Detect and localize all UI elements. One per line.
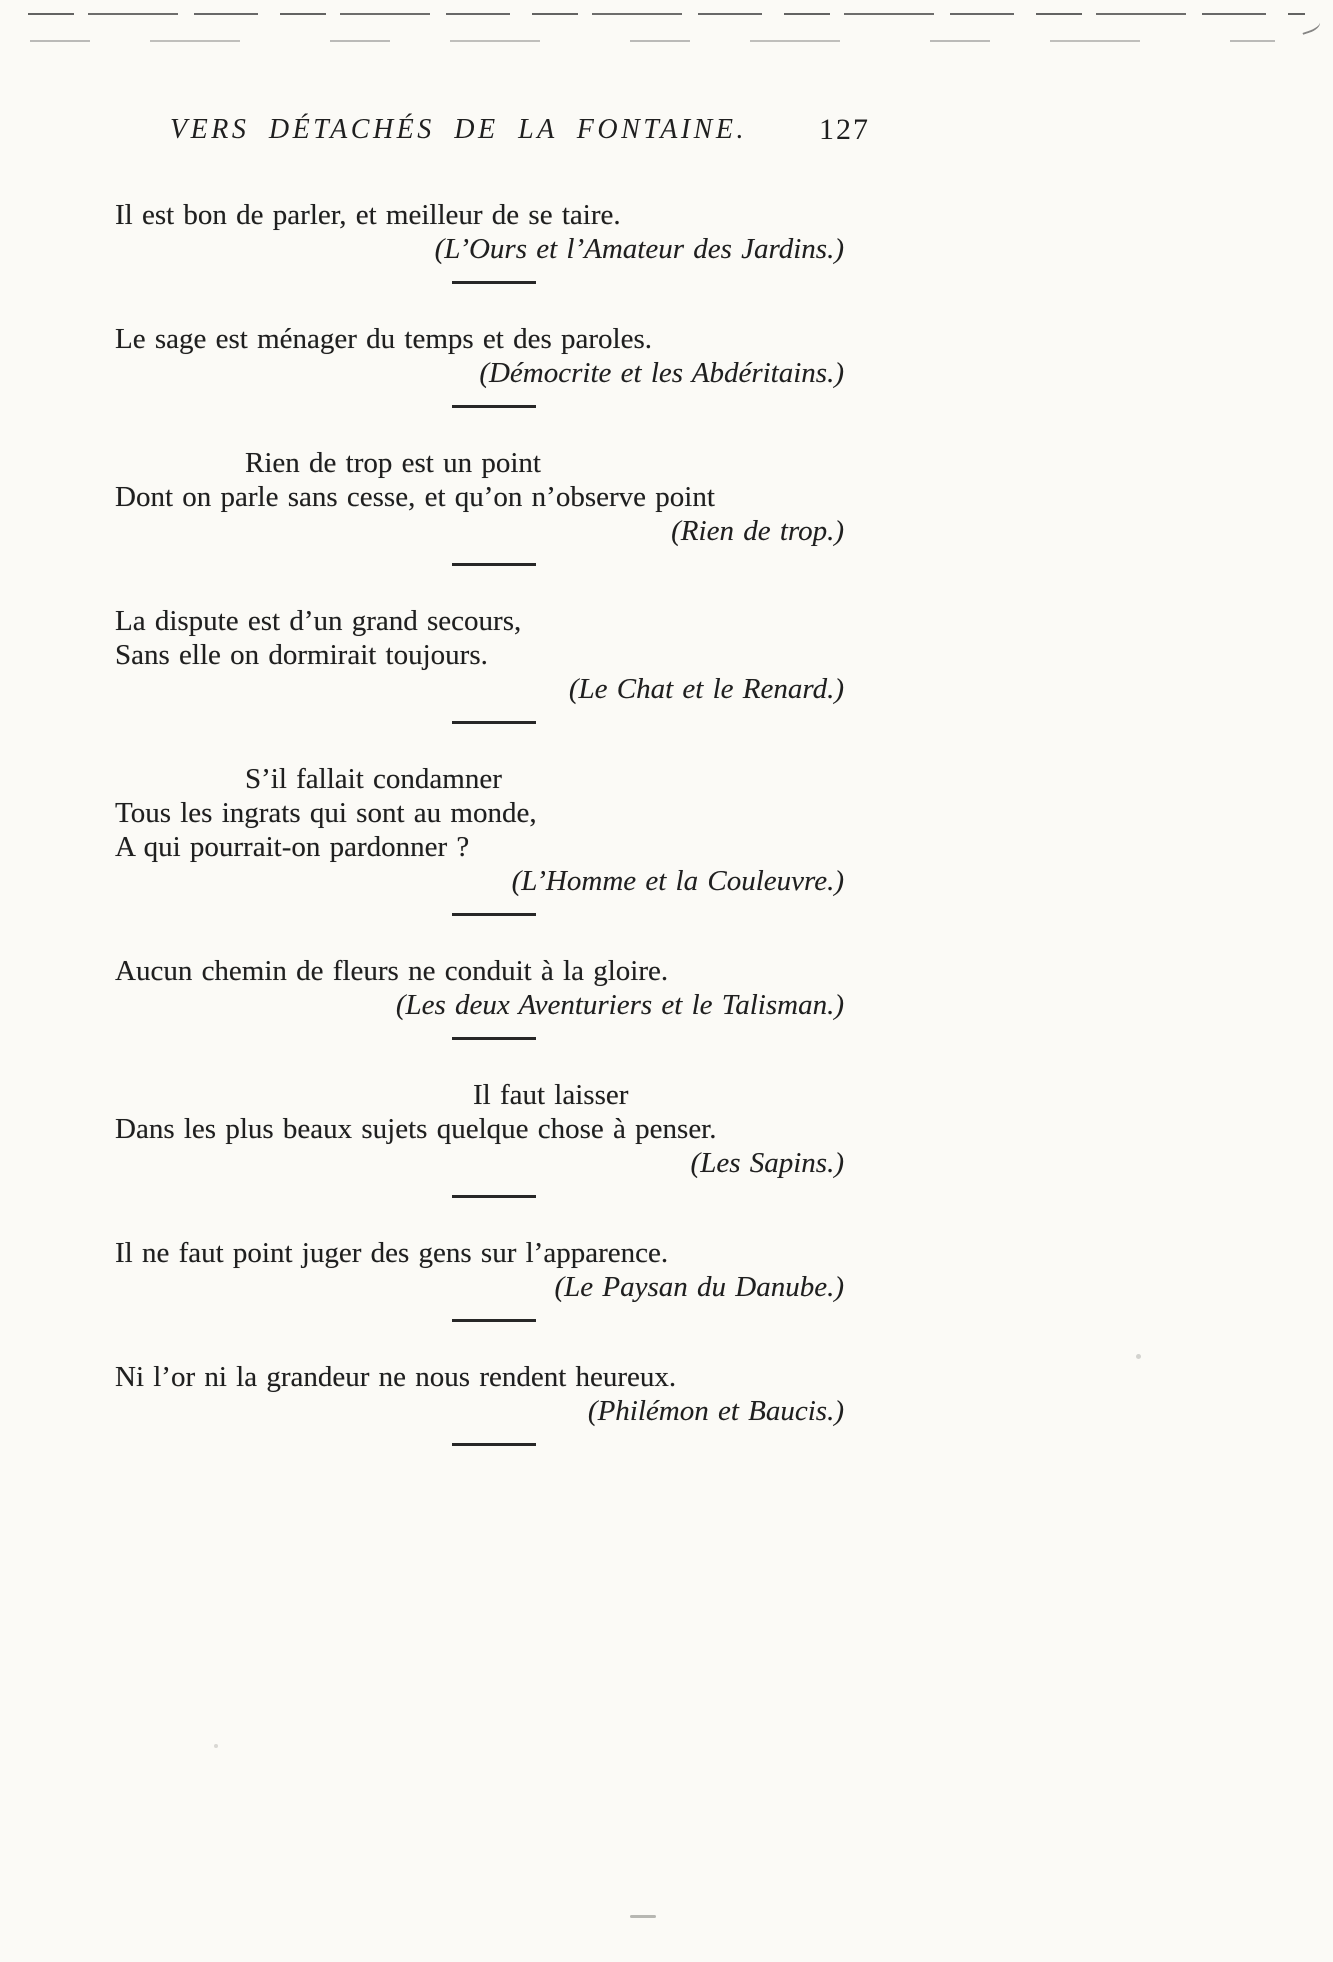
quote-block — [115, 1236, 872, 1304]
verse-line: Dans les plus beaux sujets quelque chose à penser. — [115, 1113, 717, 1145]
fable-attribution: (L’Homme et la Couleuvre.) — [511, 865, 844, 897]
scan-artifact-dot — [1136, 1354, 1141, 1359]
separator-rule — [452, 1319, 536, 1322]
scan-artifact-mark — [1300, 19, 1322, 35]
fable-attribution: (Le Chat et le Renard.) — [568, 673, 844, 705]
fable-attribution: (Les deux Aventuriers et le Talisman.) — [395, 989, 844, 1021]
verse-line: La dispute est d’un grand secours, — [115, 605, 522, 637]
fable-attribution: (Le Paysan du Danube.) — [554, 1271, 844, 1303]
separator-rule — [452, 1443, 536, 1446]
verse-line: Il faut laisser — [473, 1079, 629, 1111]
verse-line: Le sage est ménager du temps et des paroles. — [115, 323, 653, 355]
fable-attribution: (Les Sapins.) — [690, 1147, 844, 1179]
verse-line: Tous les ingrats qui sont au monde, — [115, 797, 537, 829]
scan-artifact-line — [30, 40, 1275, 42]
quotes-container — [115, 198, 872, 1446]
fable-attribution: (L’Ours et l’Amateur des Jardins.) — [434, 233, 844, 265]
scan-artifact-line — [28, 13, 1305, 15]
verse-line: Sans elle on dormirait toujours. — [115, 639, 488, 671]
verse-line: S’il fallait condamner — [245, 763, 502, 795]
separator-rule — [452, 281, 536, 284]
verse-line: A qui pourrait-on pardonner ? — [115, 831, 470, 863]
page-number: 127 — [819, 113, 870, 146]
fable-attribution: (Rien de trop.) — [671, 515, 844, 547]
scan-artifact-dot — [214, 1744, 218, 1748]
verse-line: Il est bon de parler, et meilleur de se taire. — [115, 199, 621, 231]
quote-block — [115, 446, 872, 548]
scan-artifact-dot — [630, 1915, 656, 1918]
verse-line: Rien de trop est un point — [245, 447, 541, 479]
separator-rule — [452, 563, 536, 566]
separator-rule — [452, 913, 536, 916]
page-content — [115, 112, 872, 1484]
separator-rule — [452, 721, 536, 724]
separator-rule — [452, 1195, 536, 1198]
verse-line: Il ne faut point juger des gens sur l’apparence. — [115, 1237, 669, 1269]
verse-line: Aucun chemin de fleurs ne conduit à la gloire. — [115, 955, 669, 987]
quote-block — [115, 1360, 872, 1428]
quote-block — [115, 198, 872, 266]
fable-attribution: (Démocrite et les Abdéritains.) — [479, 357, 844, 389]
verse-line: Dont on parle sans cesse, et qu’on n’observe point — [115, 481, 715, 513]
quote-block — [115, 1078, 872, 1180]
running-header — [115, 112, 872, 148]
quote-block — [115, 322, 872, 390]
quote-block — [115, 604, 872, 706]
separator-rule — [452, 1037, 536, 1040]
separator-rule — [452, 405, 536, 408]
quote-block — [115, 762, 872, 898]
running-header-title: VERS DÉTACHÉS DE LA FONTAINE. — [170, 114, 747, 145]
quote-block — [115, 954, 872, 1022]
verse-line: Ni l’or ni la grandeur ne nous rendent heureux. — [115, 1361, 677, 1393]
fable-attribution: (Philémon et Baucis.) — [587, 1395, 844, 1427]
